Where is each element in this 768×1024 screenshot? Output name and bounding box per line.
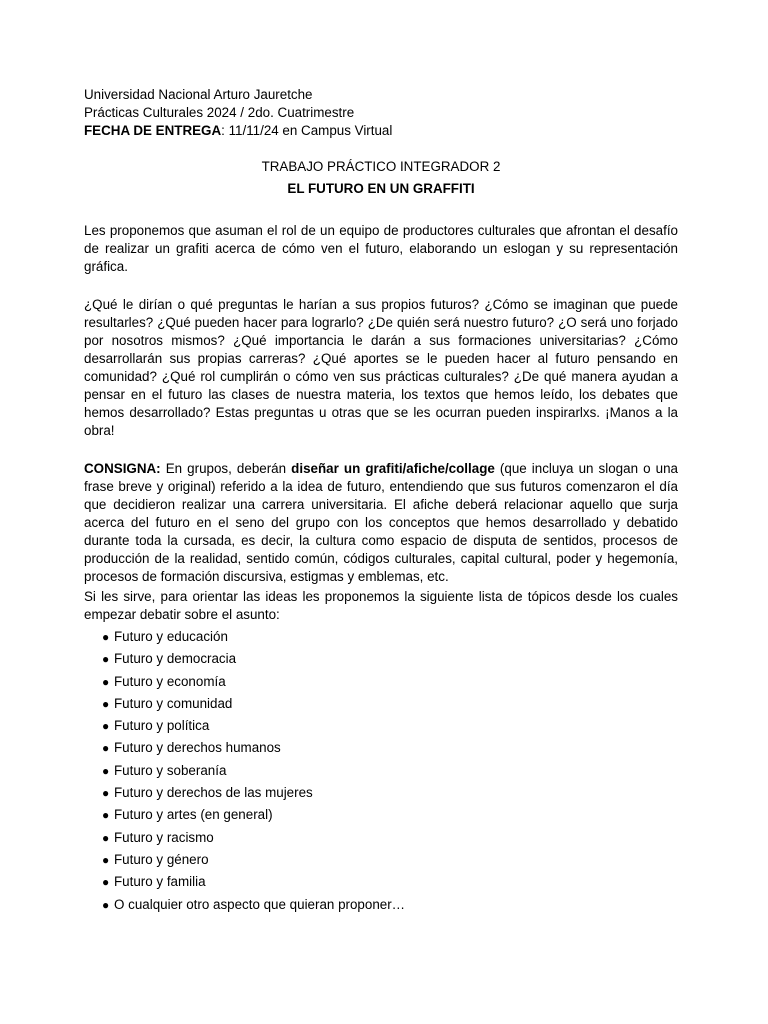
bullet-icon: ● [102,875,110,890]
topic-list-item [102,648,678,670]
document-header [84,86,678,140]
topic-label: Futuro y género [114,851,209,867]
consigna-text-pre: En grupos, deberán [160,461,292,476]
consigna-text-bold: diseñar un grafiti/afiche/collage [291,461,495,476]
consigna-label: CONSIGNA: [84,461,161,476]
consigna-paragraph [84,460,678,586]
bullet-icon: ● [102,786,110,801]
topic-title: EL FUTURO EN UN GRAFFITI [287,181,475,196]
topic-list-item [102,626,678,648]
due-date-value: : 11/11/24 en Campus Virtual [221,123,393,138]
university-name: Universidad Nacional Arturo Jauretche [84,87,313,102]
topic-label: Futuro y familia [114,874,206,890]
bullet-icon: ● [102,897,110,912]
topic-list-item [102,827,678,849]
topic-list-item [102,715,678,737]
document-titles [84,156,678,200]
topic-list-item [102,760,678,782]
questions-paragraph: ¿Qué le dirían o qué preguntas le harían a sus propios futuros? ¿Cómo se imaginan que puede resultarles? ¿Qué pueden hacer para lograrlo? ¿De quién será nuestro futuro? ¿O será uno forjado por nosotros mismos? ¿Qué importancia le darán a sus formaciones universitarias? ¿Cómo desarrollarán sus propias carreras? ¿Qué aportes se le pueden hacer al futuro pensando en comunidad? ¿Qué rol cumplirán o cómo ven sus prácticas culturales? ¿De qué manera ayudan a pensar en el futuro las clases de nuestra materia, los textos que hemos leído, los debates que hemos desarrollado? Estas preguntas u otras que se les ocurran pueden inspirarlxs. ¡Manos a la obra! [84,297,678,438]
topics-list [84,626,678,916]
topic-label: O cualquier otro aspecto que quieran proponer… [114,896,406,912]
topic-label: Futuro y economía [114,673,226,689]
topic-label: Futuro y comunidad [114,695,233,711]
topic-list-item [102,804,678,826]
topic-label: Futuro y derechos de las mujeres [114,785,313,801]
bullet-icon: ● [102,719,110,734]
bullet-icon: ● [102,852,110,867]
topic-label: Futuro y soberanía [114,762,227,778]
consigna-text-post: (que incluya un slogan o una frase breve y original) referido a la idea de futuro, entendiendo que sus futuros comenzaron el día que decidieron realizar una carrera universitaria. El afiche deberá relacionar aquello que surja acerca del futuro en el seno del grupo con los conceptos que hemos desarrollado y debatido durante toda la cursada, es decir, la cultura como espacio de disputa de sentidos, procesos de producción de la realidad, sentido común, códigos culturales, capital cultural, poder y hegemonía, procesos de formación discursiva, estigmas y emblemas, etc. [84,461,678,584]
topic-list-item [102,849,678,871]
topic-list-item [102,693,678,715]
topic-label: Futuro y democracia [114,651,237,667]
bullet-icon: ● [102,630,110,644]
topic-list-item [102,671,678,693]
bullet-icon: ● [102,741,110,756]
topic-list-item [102,871,678,893]
topic-label: Futuro y política [114,718,210,734]
bullet-icon: ● [102,808,110,823]
topic-list-item [102,894,678,916]
topic-label: Futuro y educación [114,629,228,644]
topic-list-item [102,782,678,804]
topic-label: Futuro y derechos humanos [114,740,281,756]
bullet-icon: ● [102,674,110,689]
bullet-icon: ● [102,652,110,667]
document-page [84,86,678,916]
bullet-icon: ● [102,830,110,845]
due-date-line [84,122,678,140]
bullet-icon: ● [102,763,110,778]
orientation-paragraph: Si les sirve, para orientar las ideas les proponemos la siguiente lista de tópicos desde los cuales empezar debatir sobre el asunto: [84,589,678,622]
topic-list-item [102,737,678,759]
course-name: Prácticas Culturales 2024 / 2do. Cuatrimestre [84,105,355,120]
topic-label: Futuro y racismo [114,829,214,845]
bullet-icon: ● [102,696,110,711]
due-date-label: FECHA DE ENTREGA [84,123,222,138]
intro-paragraph: Les proponemos que asuman el rol de un equipo de productores culturales que afrontan el desafío de realizar un grafiti acerca de cómo ven el futuro, elaborando un eslogan y su representación gráfica. [84,223,678,274]
topic-label: Futuro y artes (en general) [114,807,273,823]
assignment-title: TRABAJO PRÁCTICO INTEGRADOR 2 [261,159,501,174]
